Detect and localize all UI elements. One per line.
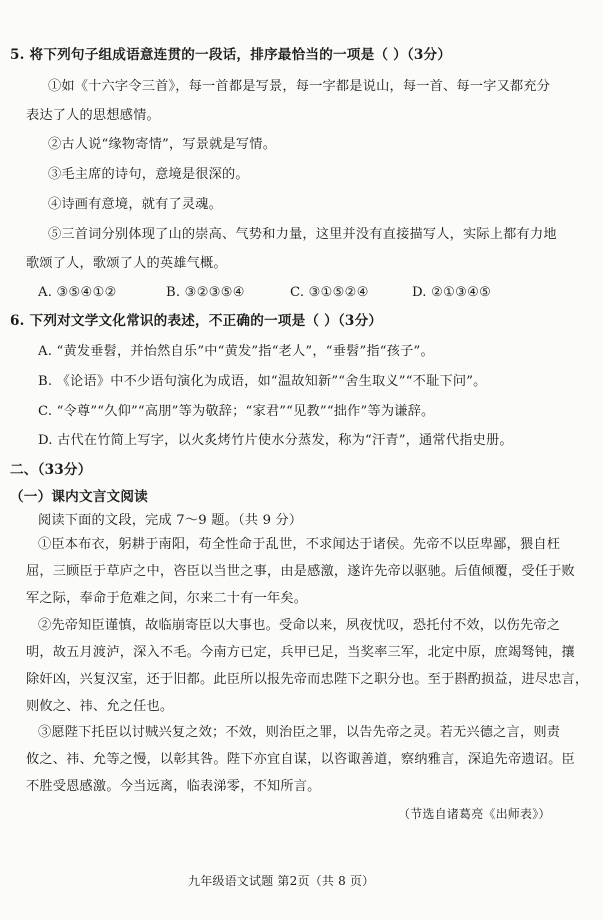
- q5-sentence-5-cont: 歌颂了人，歌颂了人的英雄气概。: [26, 256, 227, 271]
- passage-p2-line-4: 则攸之、祎、允之任也。: [26, 699, 174, 714]
- page-footer: 九年级语文试题 第2页（共 8 页）: [188, 874, 375, 888]
- q5-option-c: C. ③①⑤②④: [290, 285, 369, 300]
- q6-option-d: D. 古代在竹简上写字，以火炙烤竹片使水分蒸发，称为“汗青”，通常代指史册。: [38, 433, 513, 448]
- passage-source: （节选自诸葛亮《出师表》）: [398, 807, 551, 821]
- section-2-title: 二、（33分）: [10, 462, 92, 478]
- passage-p3-line-3: 不胜受恩感激。今当远离，临表涕零，不知所言。: [26, 779, 321, 794]
- q5-stem: 5. 将下列句子组成语意连贯的一段话，排序最恰当的一项是（ ）（3分）: [10, 47, 452, 63]
- passage-p1-line-3: 军之际，奉命于危难之间，尔来二十有一年矣。: [26, 591, 308, 606]
- q5-sentence-2: ②古人说“缘物寄情”，写景就是写情。: [48, 137, 277, 152]
- q5-sentence-5: ⑤三首词分别体现了山的崇高、气势和力量，这里并没有直接描写人，实际上都有力地: [48, 227, 557, 242]
- q6-option-c: C. “令尊”“久仰”“高朋”等为敬辞；“家君”“见教”“拙作”等为谦辞。: [38, 404, 435, 419]
- q5-option-d: D. ②①③④⑤: [412, 285, 492, 300]
- passage-p3-line-2: 攸之、祎、允等之慢，以彰其咎。陛下亦宜自谋，以咨诹善道，察纳雅言，深追先帝遗诏。臣: [26, 752, 575, 767]
- q6-option-a: A. “黄发垂髫，并怡然自乐”中“黄发”指“老人”，“垂髫”指“孩子”。: [38, 344, 434, 359]
- reading-instructions: 阅读下面的文段，完成 7～9 题。（共 9 分）: [38, 513, 303, 528]
- passage-p1-line-1: ①臣本布衣，躬耕于南阳，苟全性命于乱世，不求闻达于诸侯。先帝不以臣卑鄙，猥自枉: [38, 537, 561, 552]
- q6-option-b: B. 《论语》中不少语句演化为成语，如“温故知新”“舍生取义”“不耻下问”。: [38, 374, 487, 389]
- q5-sentence-3: ③毛主席的诗句，意境是很深的。: [48, 167, 249, 182]
- q5-sentence-1: ①如《十六字令三首》，每一首都是写景，每一字都是说山，每一首、每一字又都充分: [48, 79, 551, 94]
- section-2-subtitle: （一）课内文言文阅读: [10, 489, 148, 505]
- passage-p2-line-3: 除奸凶，兴复汉室，还于旧都。此臣所以报先帝而忠陛下之职分也。至于斟酌损益，进尽忠言，: [26, 672, 589, 687]
- q6-stem: 6. 下列对文学文化常识的表述，不正确的一项是（ ）（3分）: [10, 313, 383, 329]
- passage-p2-line-2: 明，故五月渡泸，深入不毛。今南方已定，兵甲已足，当奖率三军，北定中原，庶竭驽钝，攘: [26, 645, 575, 660]
- passage-p1-line-2: 屈，三顾臣于草庐之中，咨臣以当世之事，由是感激，遂许先帝以驱驰。后值倾覆，受任于败: [26, 564, 575, 579]
- q5-option-b: B. ③②③⑤④: [166, 285, 245, 300]
- q5-option-a: A. ③⑤④①②: [38, 285, 117, 300]
- q5-sentence-1-cont: 表达了人的思想感情。: [26, 108, 160, 123]
- passage-p2-line-1: ②先帝知臣谨慎，故临崩寄臣以大事也。受命以来，夙夜忧叹，恐托付不效，以伤先帝之: [38, 618, 561, 633]
- passage-p3-line-1: ③愿陛下托臣以讨贼兴复之效；不效，则治臣之罪，以告先帝之灵。若无兴德之言，则责: [38, 725, 561, 740]
- q5-sentence-4: ④诗画有意境，就有了灵魂。: [48, 197, 223, 212]
